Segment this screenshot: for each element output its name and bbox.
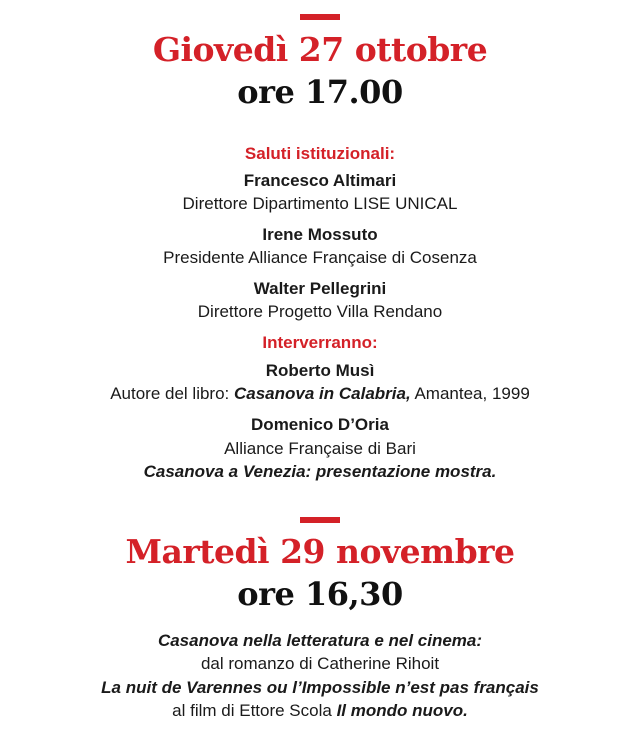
event2-date: Martedì 29 novembre — [125, 532, 515, 571]
speaker3-name: Walter Pellegrini — [253, 279, 387, 298]
divider-bar-top — [300, 14, 340, 20]
musi-book-title: Casanova in Calabria, — [234, 384, 411, 403]
event2-novel: La nuit de Varennes ou l’Impossible n’est pas français — [101, 678, 539, 697]
doria-talk: Casanova a Venezia: presentazione mostra. — [143, 462, 497, 481]
speaker1-role: Direttore Dipartimento LISE UNICAL — [182, 194, 458, 213]
interverranno-heading: Interverranno: — [262, 333, 378, 352]
event1-time: ore 17.00 — [237, 73, 403, 111]
event1-date: Giovedì 27 ottobre — [152, 30, 488, 69]
speaker2-name: Irene Mossuto — [262, 225, 378, 244]
event2-line2: dal romanzo di Catherine Rihoit — [200, 654, 440, 673]
event2-time: ore 16,30 — [237, 575, 403, 613]
event2-topic: Casanova nella letteratura e nel cinema: — [157, 631, 483, 650]
doria-name: Domenico D’Oria — [251, 415, 389, 434]
musi-book-prefix: Autore del libro: — [110, 384, 234, 403]
speaker2-role: Presidente Alliance Française di Cosenza — [163, 248, 477, 267]
saluti-heading: Saluti istituzionali: — [244, 144, 396, 163]
event2-film-line — [0, 700, 640, 722]
musi-name: Roberto Musì — [265, 361, 375, 380]
speaker1-name: Francesco Altimari — [243, 171, 397, 190]
musi-book-suffix: Amantea, 1999 — [410, 384, 530, 403]
speaker3-role: Direttore Progetto Villa Rendano — [197, 302, 443, 321]
musi-book-line — [0, 383, 640, 405]
doria-affiliation: Alliance Française di Bari — [224, 439, 416, 458]
event2-film-prefix: al film di Ettore Scola — [172, 701, 337, 720]
divider-bar-middle — [300, 517, 340, 523]
event2-film-title: Il mondo nuovo. — [336, 701, 468, 720]
